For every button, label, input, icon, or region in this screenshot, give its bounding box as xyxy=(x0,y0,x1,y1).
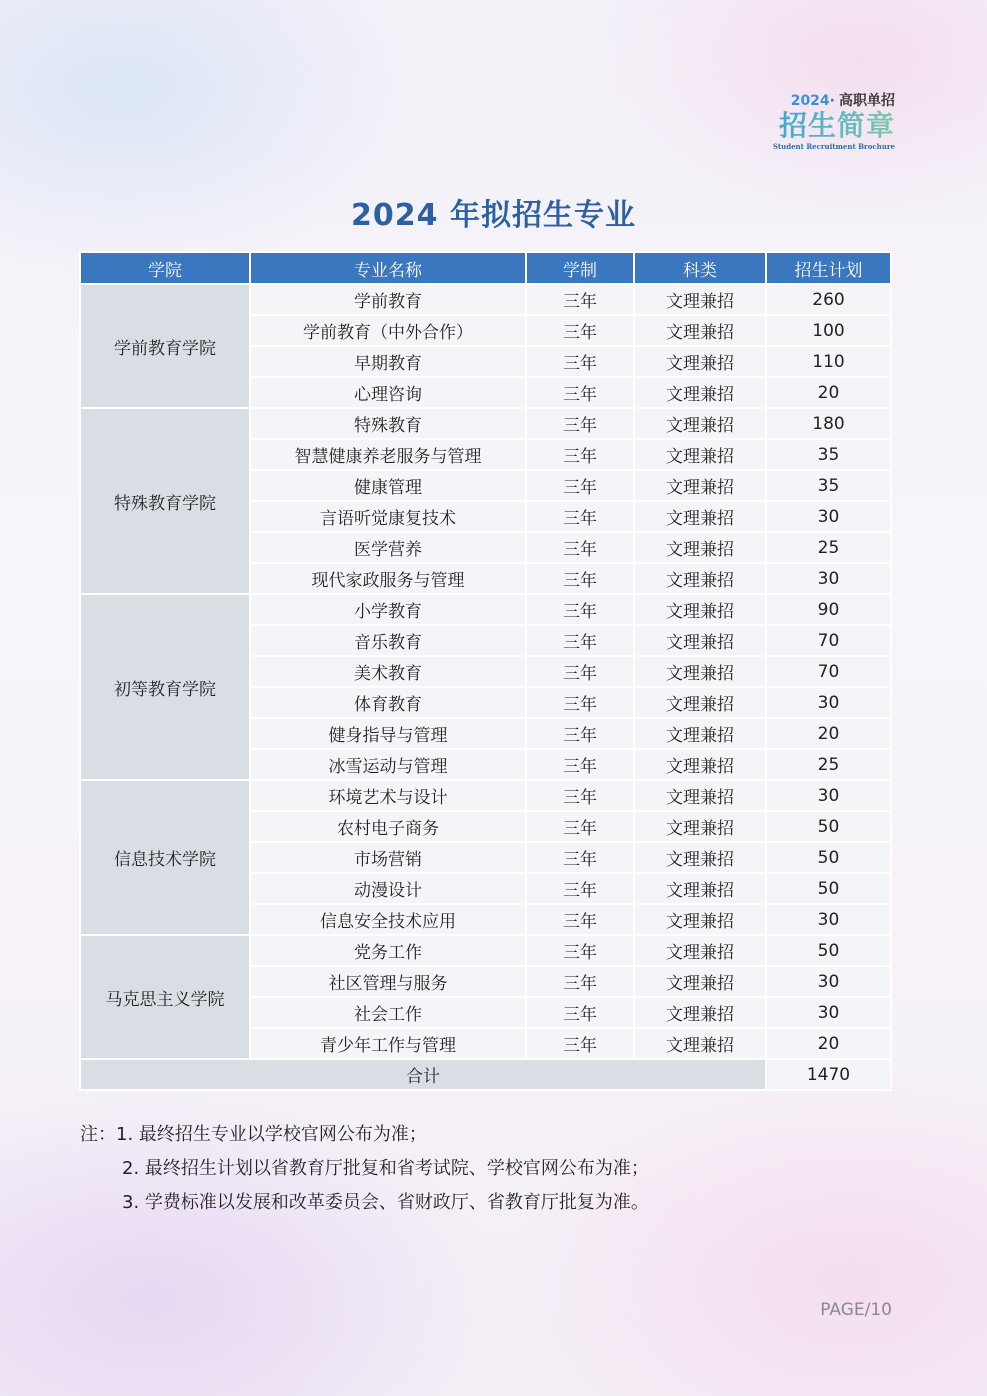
duration-cell: 三年 xyxy=(526,625,634,656)
major-cell: 音乐教育 xyxy=(250,625,526,656)
category-cell: 文理兼招 xyxy=(634,408,766,439)
category-cell: 文理兼招 xyxy=(634,470,766,501)
plan-cell: 30 xyxy=(766,563,891,594)
major-cell: 信息安全技术应用 xyxy=(250,904,526,935)
duration-cell: 三年 xyxy=(526,563,634,594)
duration-cell: 三年 xyxy=(526,470,634,501)
plan-cell: 180 xyxy=(766,408,891,439)
note-line xyxy=(80,1156,649,1190)
plan-cell: 20 xyxy=(766,718,891,749)
plan-cell: 30 xyxy=(766,501,891,532)
duration-cell: 三年 xyxy=(526,501,634,532)
total-value: 1470 xyxy=(766,1059,891,1090)
college-cell: 初等教育学院 xyxy=(80,594,250,780)
duration-cell: 三年 xyxy=(526,904,634,935)
majors-table xyxy=(79,251,892,1091)
duration-cell: 三年 xyxy=(526,284,634,315)
duration-cell: 三年 xyxy=(526,408,634,439)
table-row xyxy=(80,284,891,315)
plan-cell: 50 xyxy=(766,811,891,842)
duration-cell: 三年 xyxy=(526,656,634,687)
category-cell: 文理兼招 xyxy=(634,904,766,935)
college-cell: 特殊教育学院 xyxy=(80,408,250,594)
category-cell: 文理兼招 xyxy=(634,315,766,346)
table-row xyxy=(80,935,891,966)
category-cell: 文理兼招 xyxy=(634,935,766,966)
duration-cell: 三年 xyxy=(526,377,634,408)
header-plan: 招生计划 xyxy=(766,252,891,284)
major-cell: 言语听觉康复技术 xyxy=(250,501,526,532)
major-cell: 社区管理与服务 xyxy=(250,966,526,997)
total-label: 合计 xyxy=(80,1059,766,1090)
major-cell: 早期教育 xyxy=(250,346,526,377)
category-cell: 文理兼招 xyxy=(634,594,766,625)
table-row xyxy=(80,594,891,625)
duration-cell: 三年 xyxy=(526,687,634,718)
note-item: 1. 最终招生专业以学校官网公布为准； xyxy=(116,1124,427,1145)
category-cell: 文理兼招 xyxy=(634,501,766,532)
notes-prefix: 注： xyxy=(80,1124,116,1145)
duration-cell: 三年 xyxy=(526,873,634,904)
major-cell: 体育教育 xyxy=(250,687,526,718)
brochure-logo xyxy=(765,90,895,151)
major-cell: 美术教育 xyxy=(250,656,526,687)
plan-cell: 30 xyxy=(766,997,891,1028)
major-cell: 智慧健康养老服务与管理 xyxy=(250,439,526,470)
page-number: PAGE/10 xyxy=(820,1300,892,1320)
category-cell: 文理兼招 xyxy=(634,873,766,904)
major-cell: 健康管理 xyxy=(250,470,526,501)
note-line xyxy=(80,1122,649,1156)
note-item: 2. 最终招生计划以省教育厅批复和省考试院、学校官网公布为准； xyxy=(122,1158,649,1179)
category-cell: 文理兼招 xyxy=(634,563,766,594)
plan-cell: 20 xyxy=(766,377,891,408)
college-cell: 信息技术学院 xyxy=(80,780,250,935)
note-item: 3. 学费标准以发展和改革委员会、省财政厅、省教育厅批复为准。 xyxy=(122,1192,649,1213)
category-cell: 文理兼招 xyxy=(634,532,766,563)
duration-cell: 三年 xyxy=(526,780,634,811)
plan-cell: 100 xyxy=(766,315,891,346)
category-cell: 文理兼招 xyxy=(634,284,766,315)
major-cell: 社会工作 xyxy=(250,997,526,1028)
plan-cell: 30 xyxy=(766,904,891,935)
duration-cell: 三年 xyxy=(526,1028,634,1059)
notes xyxy=(80,1122,649,1224)
plan-cell: 50 xyxy=(766,935,891,966)
major-cell: 动漫设计 xyxy=(250,873,526,904)
college-cell: 学前教育学院 xyxy=(80,284,250,408)
duration-cell: 三年 xyxy=(526,997,634,1028)
major-cell: 小学教育 xyxy=(250,594,526,625)
category-cell: 文理兼招 xyxy=(634,656,766,687)
total-row xyxy=(80,1059,891,1090)
plan-cell: 25 xyxy=(766,532,891,563)
category-cell: 文理兼招 xyxy=(634,377,766,408)
duration-cell: 三年 xyxy=(526,315,634,346)
plan-cell: 30 xyxy=(766,780,891,811)
plan-cell: 90 xyxy=(766,594,891,625)
category-cell: 文理兼招 xyxy=(634,625,766,656)
header-duration: 学制 xyxy=(526,252,634,284)
logo-main-text: 招生简章 xyxy=(765,110,895,142)
category-cell: 文理兼招 xyxy=(634,687,766,718)
duration-cell: 三年 xyxy=(526,594,634,625)
plan-cell: 260 xyxy=(766,284,891,315)
duration-cell: 三年 xyxy=(526,966,634,997)
major-cell: 特殊教育 xyxy=(250,408,526,439)
major-cell: 医学营养 xyxy=(250,532,526,563)
duration-cell: 三年 xyxy=(526,532,634,563)
duration-cell: 三年 xyxy=(526,811,634,842)
logo-dot: · xyxy=(829,93,835,109)
logo-subtitle: 高职单招 xyxy=(839,93,895,109)
logo-year: 2024 xyxy=(790,93,830,109)
duration-cell: 三年 xyxy=(526,439,634,470)
major-cell: 健身指导与管理 xyxy=(250,718,526,749)
plan-cell: 35 xyxy=(766,439,891,470)
duration-cell: 三年 xyxy=(526,718,634,749)
header-category: 科类 xyxy=(634,252,766,284)
category-cell: 文理兼招 xyxy=(634,811,766,842)
category-cell: 文理兼招 xyxy=(634,780,766,811)
plan-cell: 30 xyxy=(766,966,891,997)
category-cell: 文理兼招 xyxy=(634,1028,766,1059)
major-cell: 农村电子商务 xyxy=(250,811,526,842)
duration-cell: 三年 xyxy=(526,935,634,966)
logo-english-text: Student Recruitment Brochure xyxy=(772,142,895,151)
major-cell: 党务工作 xyxy=(250,935,526,966)
header-college: 学院 xyxy=(80,252,250,284)
major-cell: 环境艺术与设计 xyxy=(250,780,526,811)
plan-cell: 70 xyxy=(766,656,891,687)
category-cell: 文理兼招 xyxy=(634,439,766,470)
logo-top-line xyxy=(765,90,895,110)
note-line xyxy=(80,1190,649,1224)
category-cell: 文理兼招 xyxy=(634,997,766,1028)
plan-cell: 20 xyxy=(766,1028,891,1059)
category-cell: 文理兼招 xyxy=(634,718,766,749)
table-body xyxy=(80,284,891,1059)
table-row xyxy=(80,780,891,811)
table-row xyxy=(80,408,891,439)
major-cell: 现代家政服务与管理 xyxy=(250,563,526,594)
major-cell: 市场营销 xyxy=(250,842,526,873)
plan-cell: 50 xyxy=(766,873,891,904)
duration-cell: 三年 xyxy=(526,346,634,377)
plan-cell: 30 xyxy=(766,687,891,718)
duration-cell: 三年 xyxy=(526,842,634,873)
category-cell: 文理兼招 xyxy=(634,346,766,377)
plan-cell: 35 xyxy=(766,470,891,501)
category-cell: 文理兼招 xyxy=(634,842,766,873)
header-major: 专业名称 xyxy=(250,252,526,284)
major-cell: 青少年工作与管理 xyxy=(250,1028,526,1059)
duration-cell: 三年 xyxy=(526,749,634,780)
major-cell: 心理咨询 xyxy=(250,377,526,408)
major-cell: 学前教育 xyxy=(250,284,526,315)
plan-cell: 50 xyxy=(766,842,891,873)
category-cell: 文理兼招 xyxy=(634,966,766,997)
plan-cell: 110 xyxy=(766,346,891,377)
plan-cell: 25 xyxy=(766,749,891,780)
page-title: 2024 年拟招生专业 xyxy=(351,198,636,233)
college-cell: 马克思主义学院 xyxy=(80,935,250,1059)
category-cell: 文理兼招 xyxy=(634,749,766,780)
major-cell: 冰雪运动与管理 xyxy=(250,749,526,780)
plan-cell: 70 xyxy=(766,625,891,656)
table-header-row xyxy=(80,252,891,284)
major-cell: 学前教育（中外合作） xyxy=(250,315,526,346)
